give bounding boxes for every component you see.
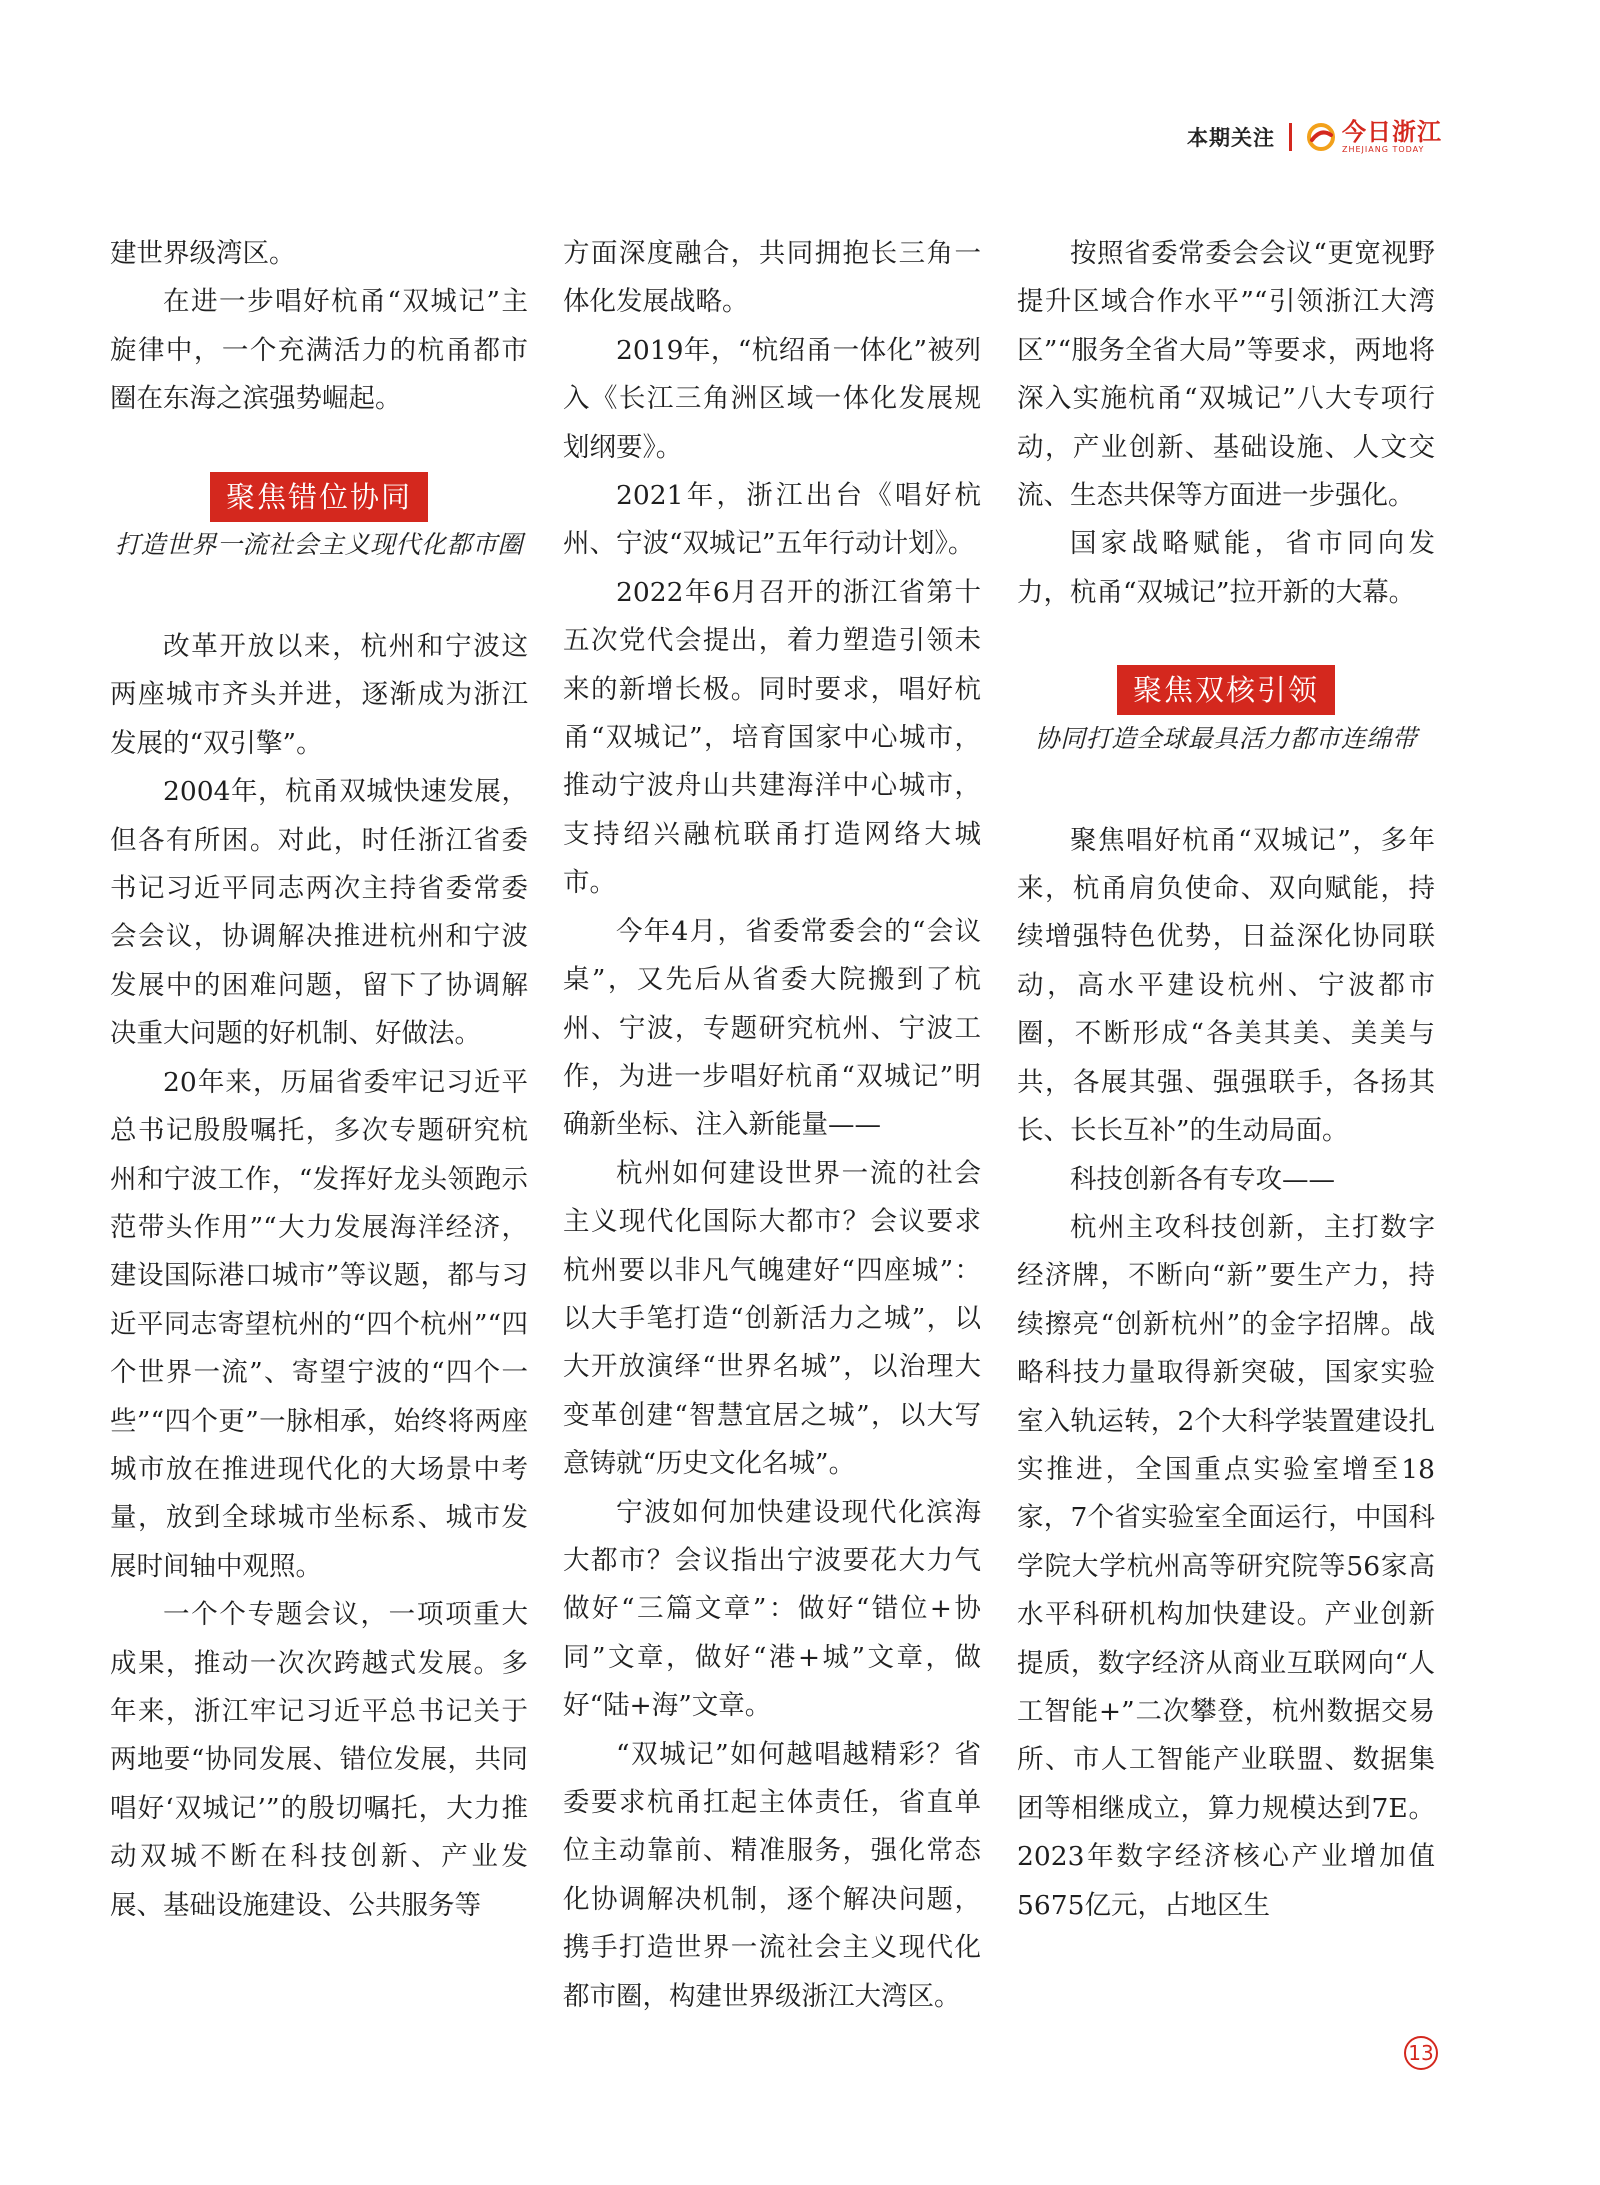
section-label: 本期关注 — [1187, 126, 1275, 150]
section-subtitle: 打造世界一流社会主义现代化都市圈 — [114, 530, 523, 560]
paragraph: 今年4月，省委常委会的“会议桌”，又先后从省委大院搬到了杭州、宁波，专题研究杭州、宁波工作，为进一步唱好杭甬“双城记”明确新坐标、注入新能量—— — [563, 915, 981, 1141]
section-heading — [1017, 665, 1435, 760]
section-title: 聚焦错位协同 — [210, 472, 428, 522]
column-1 — [110, 230, 528, 1930]
section-title: 聚焦双核引领 — [1117, 665, 1335, 715]
paragraph: 宁波如何加快建设现代化滨海大都市？会议指出宁波要花大力气做好“三篇文章”：做好“错位+协同”文章，做好“港+城”文章，做好“陆+海”文章。 — [563, 1496, 981, 1722]
magazine-logo — [1306, 117, 1442, 154]
paragraph: 一个个专题会议，一项项重大成果，推动一次次跨越式发展。多年来，浙江牢记习近平总书记关于两地要“协同发展、错位发展，共同唱好‘双城记’”的殷切嘱托，大力推动双城不断在科技创新、产业发展、基础设施建设、公共服务等 — [110, 1599, 528, 1921]
section-subtitle: 协同打造全球最具活力都市连绵带 — [1034, 723, 1418, 753]
logo-swirl-icon — [1306, 122, 1336, 152]
paragraph: 改革开放以来，杭州和宁波这两座城市齐头并进，逐渐成为浙江发展的“双引擎”。 — [110, 631, 528, 759]
paragraph: 2004年，杭甬双城快速发展，但各有所困。对此，时任浙江省委书记习近平同志两次主持省委常委会会议，协调解决推进杭州和宁波发展中的困难问题，留下了协调解决重大问题的好机制、好做法。 — [110, 776, 528, 1050]
column-3 — [1017, 230, 1435, 1930]
paragraph: 按照省委常委会会议“更宽视野提升区域合作水平”“引领浙江大湾区”“服务全省大局”等要求，两地将深入实施杭甬“双城记”八大专项行动，产业创新、基础设施、人文交流、生态共保等方面进一步强化。 — [1017, 238, 1435, 512]
paragraph: 建世界级湾区。 — [110, 238, 296, 269]
logo-chinese: 今日浙江 — [1342, 117, 1442, 146]
paragraph: “双城记”如何越唱越精彩？省委要求杭甬扛起主体责任，省直单位主动靠前、精准服务，强化常态化协调解决机制，逐个解决问题，携手打造世界一流社会主义现代化都市圈，构建世界级浙江大湾区。 — [563, 1738, 981, 2012]
header-divider — [1289, 123, 1292, 151]
paragraph: 聚焦唱好杭甬“双城记”，多年来，杭甬肩负使命、双向赋能，持续增强特色优势，日益深化协同联动，高水平建设杭州、宁波都市圈，不断形成“各美其美、美美与共，各展其强、强强联手，各扬其长、长长互补”的生动局面。 — [1017, 824, 1435, 1147]
paragraph: 2022年6月召开的浙江省第十五次党代会提出，着力塑造引领未来的新增长极。同时要求，唱好杭甬“双城记”，培育国家中心城市，推动宁波舟山共建海洋中心城市，支持绍兴融杭联甬打造网络大城市。 — [563, 576, 981, 899]
paragraph: 国家战略赋能，省市同向发力，杭甬“双城记”拉开新的大幕。 — [1017, 528, 1435, 608]
paragraph: 2019年，“杭绍甬一体化”被列入《长江三角洲区域一体化发展规划纲要》。 — [563, 334, 981, 463]
paragraph: 方面深度融合，共同拥抱长三角一体化发展战略。 — [563, 238, 981, 318]
paragraph: 杭州如何建设世界一流的社会主义现代化国际大都市？会议要求杭州要以非凡气魄建好“四座城”：以大手笔打造“创新活力之城”，以大开放演绎“世界名城”，以治理大变革创建“智慧宜居之城”，以大写意铸就“历史文化名城”。 — [563, 1157, 981, 1480]
paragraph: 20年来，历届省委牢记习近平总书记殷殷嘱托，多次专题研究杭州和宁波工作，“发挥好龙头领跑示范带头作用”“大力发展海洋经济，建设国际港口城市”等议题，都与习近平同志寄望杭州的“四个杭州”“四个世界一流”、寄望宁波的“四个一些”“四个更”一脉相承，始终将两座城市放在推进现代化的大场景中考量，放到全球城市坐标系、城市发展时间轴中观照。 — [110, 1066, 528, 1582]
section-heading — [110, 472, 528, 567]
paragraph: 科技创新各有专攻—— — [1070, 1163, 1335, 1195]
column-2 — [563, 230, 981, 2021]
logo-english: ZHEJIANG TODAY — [1342, 145, 1425, 154]
page-number: 13 — [1404, 2036, 1438, 2070]
paragraph: 杭州主攻科技创新，主打数字经济牌，不断向“新”要生产力，持续擦亮“创新杭州”的金字招牌。战略科技力量取得新突破，国家实验室入轨运转，2个大科学装置建设扎实推进，全国重点实验室增至18家，7个省实验室全面运行，中国科学院大学杭州高等研究院等56家高水平科研机构加快建设。产业创新提质，数字经济从商业互联网向“人工智能+”二次攀登，杭州数据交易所、市人工智能产业联盟、数据集团等相继成立，算力规模达到7E。2023年数字经济核心产业增加值5675亿元，占地区生 — [1017, 1211, 1435, 1921]
paragraph: 2021年，浙江出台《唱好杭州、宁波“双城记”五年行动计划》。 — [563, 480, 981, 560]
paragraph: 在进一步唱好杭甬“双城记”主旋律中，一个充满活力的杭甬都市圈在东海之滨强势崛起。 — [110, 286, 528, 415]
page-header — [1187, 117, 1442, 154]
